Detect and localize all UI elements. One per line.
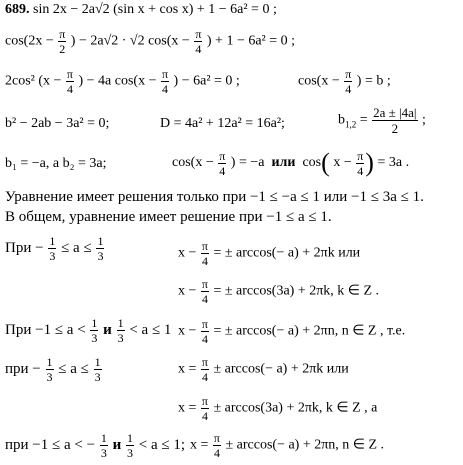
paragraph-1: Уравнение имеет решения только при −1 ≤ −a ≤ 1 или −1 ≤ 3a ≤ 1.: [5, 189, 424, 205]
frac-den: 4: [345, 82, 352, 96]
cos-equations: [172, 148, 409, 178]
case1-mid: ≤ a ≤: [61, 239, 92, 256]
b-values: b₁ = −a, a b₂ = 3a;: [5, 156, 107, 171]
frac-num: π: [195, 27, 202, 41]
fraction-pi-4: [201, 395, 209, 422]
frac-num: π: [201, 394, 208, 408]
fraction-1-3: [117, 317, 125, 344]
subst-part-b: ) = b ;: [356, 73, 391, 89]
fraction-1-3: [126, 432, 134, 459]
frac-den: 4: [162, 82, 169, 96]
eq3-part-a: 2cos² (x −: [5, 73, 62, 89]
or-word: или: [271, 155, 296, 171]
frac-den: 3: [91, 331, 98, 345]
frac-den: 3: [46, 370, 53, 384]
fraction-pi-4: [344, 68, 352, 95]
frac-num: π: [161, 67, 169, 81]
frac-den: 4: [201, 332, 208, 346]
eq3-part-b: ) − 4a cos(x −: [78, 73, 157, 89]
subst-part-a: cos(x −: [298, 73, 340, 89]
roots-lhs: b: [338, 112, 345, 128]
frac-den: 4: [213, 446, 220, 460]
cos1-b: ) = −a: [230, 155, 265, 171]
fraction-pi-4: [201, 278, 209, 305]
frac-den: 3: [100, 446, 107, 460]
cos2-c: = 3a .: [377, 155, 410, 171]
paren-close: ): [365, 148, 374, 177]
eq2-part-c: ) + 1 − 6a² = 0 ;: [206, 33, 296, 49]
roots-formula: [338, 106, 426, 135]
case2-and: и: [103, 321, 112, 338]
frac-den: 4: [201, 409, 208, 423]
r-a: x −: [178, 323, 197, 339]
fraction-pi-4: [356, 150, 364, 177]
frac-num: 1: [117, 316, 124, 330]
r-b: = ± arccos(3a) + 2πk, k ∈ Z .: [213, 283, 380, 299]
frac-num: π: [201, 239, 208, 253]
substitution: [298, 68, 391, 95]
equation-1: sin 2x − 2a√2 (sin x + cos x) + 1 − 6a² = 0 ;: [33, 2, 277, 17]
eq2-part-b: ) − 2a√2 · √2 cos(x −: [70, 33, 190, 49]
frac-den: 4: [357, 163, 364, 178]
fraction-pi-4: [201, 318, 209, 345]
r-b: = ± arccos(− a) + 2πk или: [213, 245, 361, 261]
frac-den: 4: [201, 370, 208, 384]
fraction-1-3: [100, 432, 108, 459]
frac-den: 4: [195, 42, 202, 56]
frac-den: 4: [201, 254, 208, 268]
frac-den: 2: [59, 42, 66, 56]
fraction-pi-4: [161, 68, 169, 95]
fraction-pi-4: [201, 356, 209, 383]
frac-num: π: [201, 355, 208, 369]
frac-num: 1: [97, 234, 104, 248]
case3-mid: ≤ a ≤: [58, 360, 89, 377]
paragraph-2: В общем, уравнение имеет решение при −1 ≤ a ≤ 1.: [5, 209, 332, 225]
case1-pre: При −: [5, 239, 44, 256]
frac-num: π: [59, 27, 66, 41]
eq2-part-a: cos(2x −: [5, 33, 54, 49]
frac-num: 1: [49, 234, 56, 248]
frac-num: π: [201, 277, 208, 291]
cos2-b: x −: [333, 155, 352, 171]
cos1-a: cos(x −: [172, 155, 214, 171]
frac-num: π: [357, 148, 364, 163]
case4-pre: при −1 ≤ a < −: [5, 436, 96, 453]
quadratic-equation: b² − 2ab − 3a² = 0;: [5, 116, 110, 131]
line-1: [5, 2, 277, 18]
frac-num: π: [66, 67, 73, 81]
case-1-condition: [5, 235, 105, 262]
fraction-1-3: [90, 317, 98, 344]
r-a: x =: [178, 361, 197, 377]
frac-den: 3: [126, 446, 133, 460]
fraction-pi-4: [66, 68, 74, 95]
r-a: x =: [178, 400, 197, 416]
frac-num: π: [345, 67, 352, 81]
frac-den: 3: [117, 331, 124, 345]
case2-pre: При −1 ≤ a <: [5, 321, 86, 338]
r-a: x −: [178, 245, 197, 261]
case-1-result-2: [178, 278, 379, 305]
roots-eq: =: [359, 112, 368, 128]
discriminant: D = 4a² + 12a² = 16a²;: [160, 116, 285, 131]
fraction-pi-2: [58, 28, 66, 55]
frac-num: 1: [126, 431, 133, 445]
case2-tail: < a ≤ 1: [129, 321, 172, 338]
roots-fraction: [372, 106, 417, 135]
r-a: x =: [190, 437, 209, 453]
frac-num: 1: [100, 431, 107, 445]
case3-pre: при −: [5, 360, 41, 377]
case-2-result: [178, 318, 405, 345]
frac-den: 4: [219, 163, 226, 178]
r-b: = ± arccos(− a) + 2πn, n ∈ Z , т.е.: [213, 323, 406, 339]
roots-sub: 1,2: [345, 119, 357, 130]
fraction-1-3: [96, 235, 104, 262]
fraction-1-3: [48, 235, 56, 262]
case-4-result: [190, 432, 384, 459]
frac-den: 3: [94, 370, 101, 384]
case4-and: и: [112, 436, 122, 453]
frac-num: 1: [46, 355, 53, 369]
r-a: x −: [178, 283, 197, 299]
roots-den: 2: [391, 121, 399, 136]
frac-den: 4: [66, 82, 73, 96]
case-3-result-1: [178, 356, 349, 383]
frac-num: π: [201, 317, 208, 331]
roots-num: 2a ± |4a|: [373, 105, 417, 120]
line-3: [5, 68, 240, 95]
r-b: ± arccos(− a) + 2πk или: [213, 361, 349, 377]
frac-den: 3: [49, 249, 56, 263]
fraction-pi-4: [213, 432, 221, 459]
r-b: ± arccos(− a) + 2πn, n ∈ Z .: [225, 437, 385, 453]
frac-num: π: [219, 148, 226, 163]
fraction-pi-4: [201, 240, 209, 267]
eq3-part-c: ) − 6a² = 0 ;: [173, 73, 240, 89]
case-1-result-1: [178, 240, 360, 267]
case-3-condition: [5, 356, 103, 383]
case-4-condition: [5, 432, 185, 459]
paren-open: (: [321, 148, 330, 177]
problem-number: 689.: [5, 2, 30, 17]
frac-den: 4: [201, 292, 208, 306]
case4-tail: < a ≤ 1;: [138, 436, 186, 453]
frac-num: π: [213, 431, 220, 445]
frac-num: 1: [94, 355, 101, 369]
case-3-result-2: [178, 395, 377, 422]
roots-tail: ;: [422, 112, 426, 128]
fraction-1-3: [46, 356, 54, 383]
cos2-a: cos: [302, 155, 322, 171]
fraction-1-3: [94, 356, 102, 383]
r-b: ± arccos(3a) + 2πk, k ∈ Z , а: [213, 400, 378, 416]
case-2-condition: [5, 317, 171, 344]
frac-den: 3: [97, 249, 104, 263]
frac-num: 1: [91, 316, 98, 330]
fraction-pi-4: [194, 28, 202, 55]
line-2: [5, 28, 295, 55]
fraction-pi-4: [218, 150, 226, 177]
